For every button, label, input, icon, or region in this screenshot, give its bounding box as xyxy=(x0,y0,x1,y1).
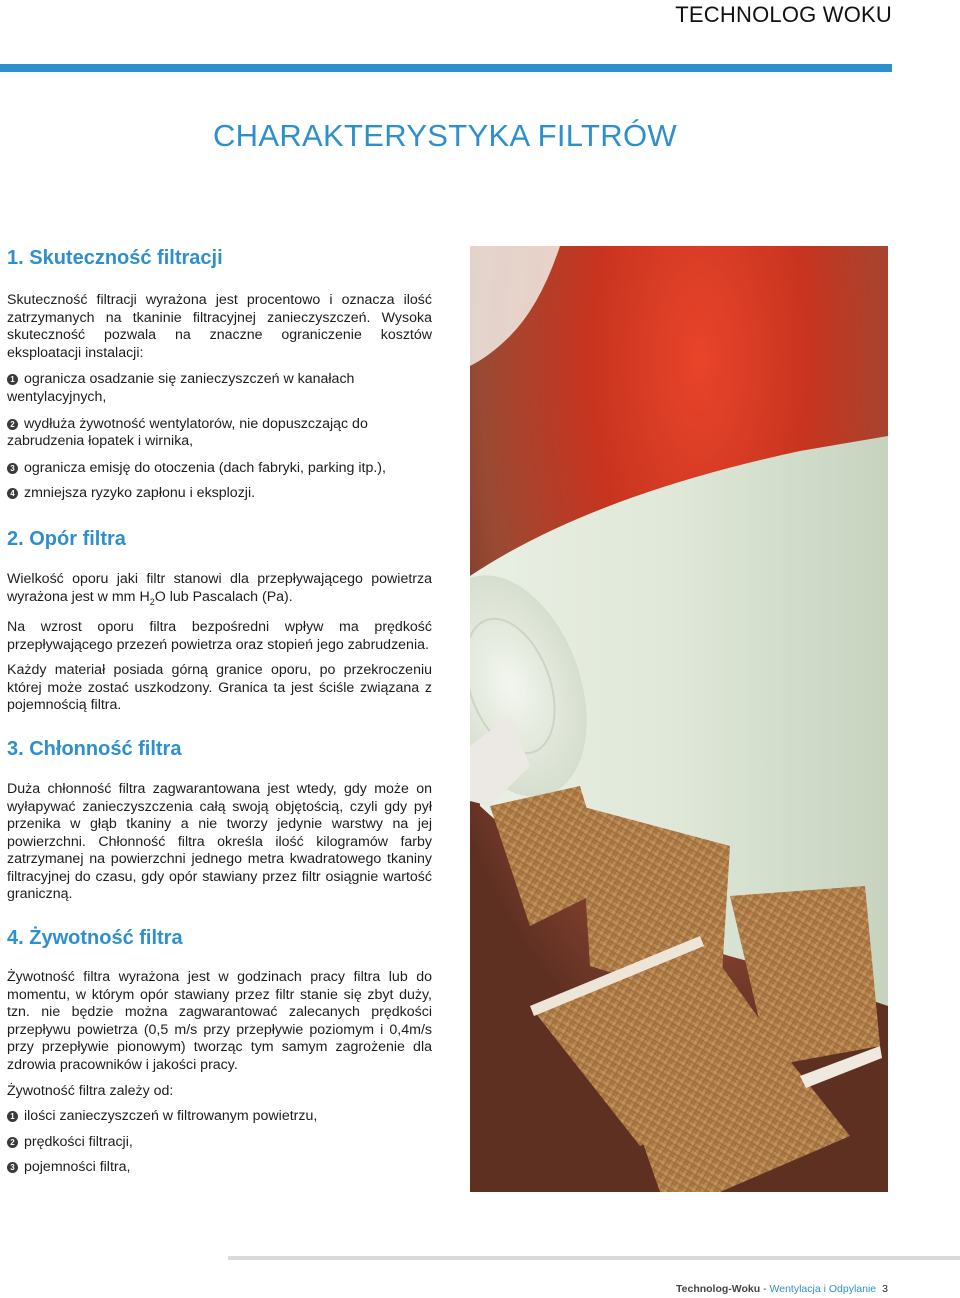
section-4-paragraph-2: Żywotność filtra zależy od: xyxy=(7,1082,174,1099)
page-number: 3 xyxy=(882,1283,888,1295)
section-2-paragraph-1-end: O lub Pascalach (Pa). xyxy=(154,588,293,605)
number-bullet-icon: 2 xyxy=(7,419,18,430)
section-3-heading: 3. Chłonność filtra xyxy=(7,737,182,760)
footer-rule xyxy=(228,1256,960,1260)
list-item-text: ilości zanieczyszczeń w filtrowanym powietrzu, xyxy=(24,1108,318,1125)
list-item-text: pojemności filtra, xyxy=(24,1159,131,1176)
section-1-heading: 1. Skuteczność filtracji xyxy=(7,247,223,269)
header-title: TECHNOLOG WOKU xyxy=(675,2,892,27)
list-item-text: wydłuża żywotność wentylatorów, nie dopuszczając do zabrudzenia łopatek i wirnika, xyxy=(7,415,368,450)
footer-brand: Technolog-Woku xyxy=(676,1283,761,1295)
footer xyxy=(676,1283,888,1295)
list-item-text: ogranicza osadzanie się zanieczyszczeń w kanałach wentylacyjnych, xyxy=(7,371,355,405)
list-item xyxy=(7,1134,432,1152)
number-bullet-icon: 3 xyxy=(7,1162,18,1173)
section-1-paragraph: Skuteczność filtracji wyrażona jest procentowo i oznacza ilość zatrzymanych na tkaninie filtracyjnej zanieczyszczeń. Wysoka skuteczność pozwala na znaczne ograniczenie kosztów eksploatacji instalacji: xyxy=(7,292,432,361)
page-title: CHARAKTERYSTYKA FILTRÓW xyxy=(213,118,677,153)
list-item-text: zmniejsza ryzyko zapłonu i eksplozji. xyxy=(24,485,256,502)
number-bullet-icon: 4 xyxy=(7,488,18,499)
list-item xyxy=(7,1159,432,1177)
footer-subtitle: Wentylacja i Odpylanie xyxy=(769,1283,877,1295)
section-2-paragraph-1-text: Wielkość oporu jaki filtr stanowi dla przepływającego powietrza wyrażona jest w mm H xyxy=(7,570,432,605)
list-item xyxy=(7,416,432,451)
list-item-text: ogranicza emisję do otoczenia (dach fabryki, parking itp.), xyxy=(24,459,386,476)
list-item xyxy=(7,1108,432,1126)
text-column xyxy=(7,246,432,1177)
footer-separator: - xyxy=(760,1283,770,1295)
section-2-paragraph-2: Na wzrost oporu filtra bezpośredni wpływ ma prędkość przepływającego przezeń powietrza oraz stopień jego zabrudzenia. xyxy=(7,618,432,653)
number-bullet-icon: 1 xyxy=(7,374,18,385)
subscript: 2 xyxy=(149,596,155,607)
section-4-heading: 4. Żywotność filtra xyxy=(7,927,183,950)
number-bullet-icon: 1 xyxy=(7,1111,18,1122)
filter-materials-photo xyxy=(470,246,888,1192)
list-item xyxy=(7,460,432,478)
list-item-text: prędkości filtracji, xyxy=(24,1133,133,1150)
number-bullet-icon: 3 xyxy=(7,463,18,474)
list-item xyxy=(7,485,432,503)
filter-materials-illustration xyxy=(470,246,888,1192)
section-2-paragraph-1 xyxy=(7,571,432,611)
section-2-paragraph-3: Każdy materiał posiada górną granice oporu, po przekroczeniu której może zostać uszkodzony. Granica ta jest ściśle związana z pojemnością filtra. xyxy=(7,662,432,714)
section-3-paragraph: Duża chłonność filtra zagwarantowana jest wtedy, gdy może on wyłapywać zanieczyszczenia całą swoją objętością, czyli gdy pył przenika w głąb tkaniny a nie tworzy jedynie warstwy na jej powierzchni. Chłonność filtra określa ilość kilogramów farby zatrzymanej na powierzchni jednego metra kwadratowego tkaniny filtracyjnej do czasu, gdy opór stawiany przez filtr osiągnie wartość graniczną. xyxy=(7,780,432,903)
header-rule xyxy=(0,64,892,72)
section-4-paragraph: Żywotność filtra wyrażona jest w godzinach pracy filtra lub do momentu, w którym opór stawiany przez filtr stanie się zbyt duży, tzn. nie będzie można zagwarantować zalecanych prędkości przepływu powietrza (0,5 m/s przy przepływie poziomym i 0,4m/s przy przepływie pionowym) tworząc tym samym zagrożenie dla zdrowia pracowników i jakości pracy. xyxy=(7,969,432,1074)
list-item xyxy=(7,371,432,406)
section-2-heading: 2. Opór filtra xyxy=(7,527,126,550)
number-bullet-icon: 2 xyxy=(7,1137,18,1148)
